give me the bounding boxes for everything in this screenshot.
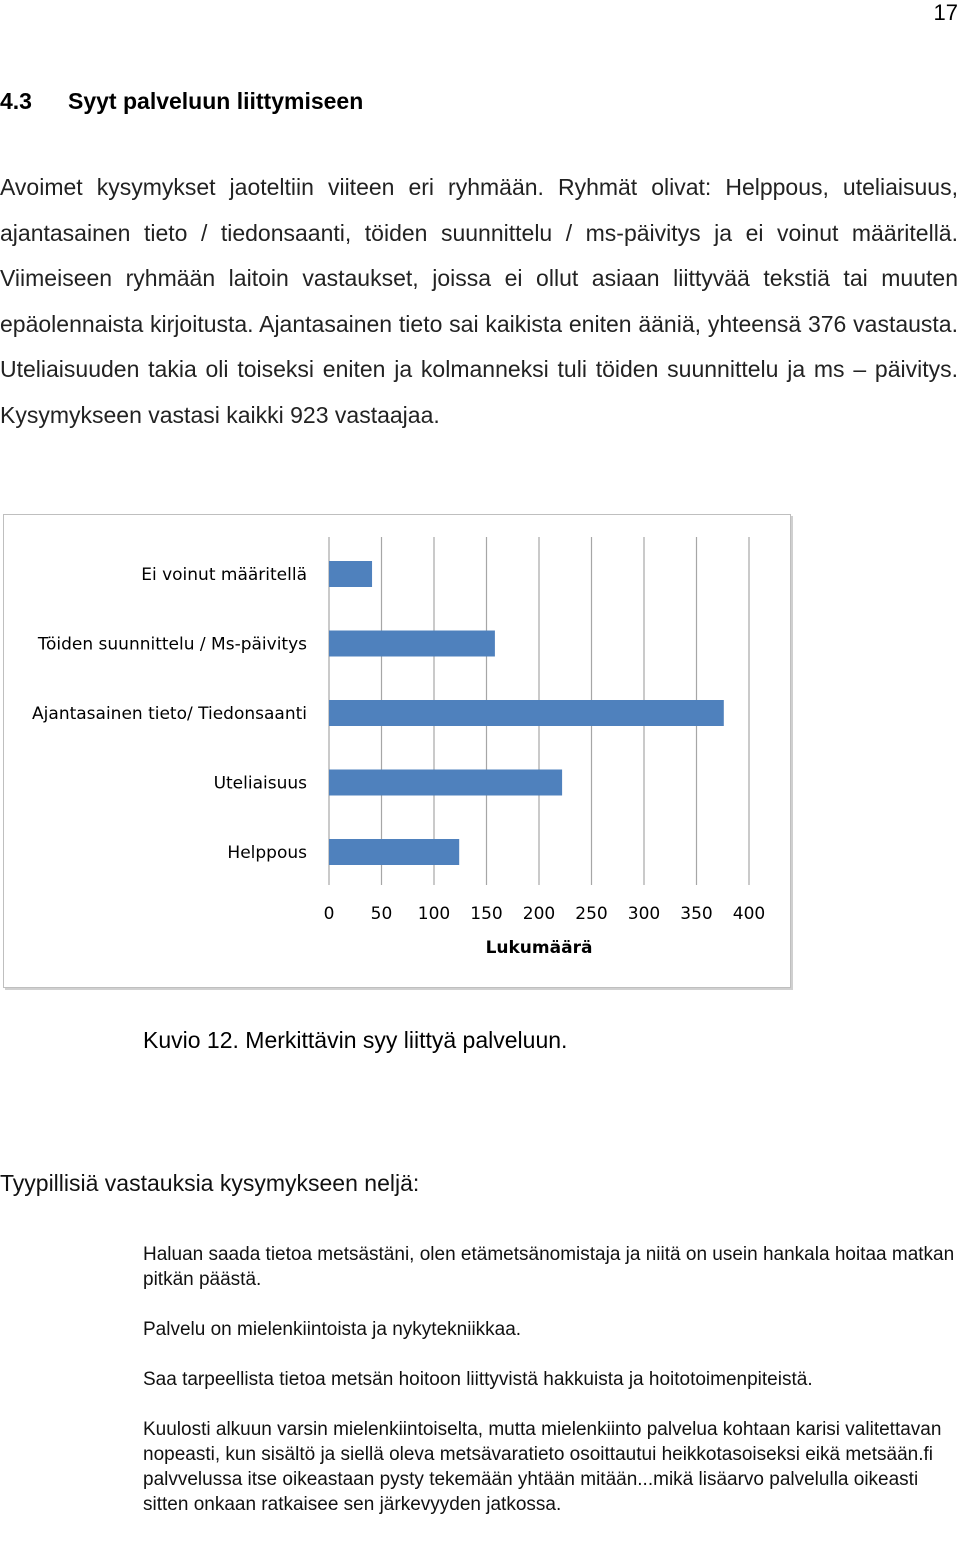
bar-chart — [3, 514, 791, 988]
section-number: 4.3 — [0, 88, 32, 114]
bar — [329, 839, 459, 865]
bar — [329, 561, 372, 587]
body-paragraph: Avoimet kysymykset jaoteltiin viiteen eri ryhmään. Ryhmät olivat: Helppous, uteliaisuus, ajantasainen tieto / tiedonsaanti, töiden suunnittelu / ms-päivitys ja ei voinut määritellä. Viimeiseen ryhmään laitoin vastaukset, joissa ei ollut asiaan liittyvää tekstiä tai muuten epäolennaista kirjoitusta. Ajantasainen tieto sai kaikista eniten ääniä, yhteensä 376 vastausta. Uteliaisuuden takia oli toiseksi eniten ja kolmanneksi tuli töiden suunnittelu ja ms – päivitys. Kysymykseen vastasi kaikki 923 vastaajaa. — [0, 174, 958, 428]
category-label: Helppous — [227, 843, 307, 863]
section-heading — [0, 88, 363, 115]
x-tick-label: 150 — [470, 904, 503, 924]
bar-chart-svg — [4, 515, 790, 987]
x-tick-label: 0 — [323, 904, 335, 924]
intro-text: Tyypillisiä vastauksia kysymykseen neljä: — [0, 1170, 420, 1196]
quote-item: Kuulosti alkuun varsin mielenkiintoiselta, mutta mielenkiinto palvelua kohtaan karisi valitettavan nopeasti, kun sisältö ja siellä oleva metsävaratieto osoittautui heikkotasoiseksi eikä metsään.fi palvvelussa itse oikeastaan pysty tekemään yhtään mitään...mikä lisäarvo palvelulla oikeasti sitten onkaan ratkaisee sen järkevyyden jatkossa. — [143, 1419, 942, 1515]
bar — [329, 700, 724, 726]
category-label: Uteliaisuus — [213, 773, 307, 794]
x-tick-label: 300 — [627, 904, 661, 924]
section-title: Syyt palveluun liittymiseen — [68, 88, 364, 114]
category-label: Ei voinut määritellä — [141, 565, 307, 585]
figure-caption: Kuvio 12. Merkittävin syy liittyä palveluun. — [143, 1027, 568, 1053]
x-axis-label: Lukumäärä — [485, 938, 593, 958]
bar — [329, 631, 495, 657]
category-label: Töiden suunnittelu / Ms-päivitys — [37, 634, 307, 655]
page-number: 17 — [933, 0, 958, 25]
quote-item: Saa tarpeellista tietoa metsän hoitoon liittyvistä hakkuista ja hoitotoimenpiteistä. — [143, 1369, 813, 1390]
x-tick-label: 350 — [680, 904, 713, 924]
x-tick-label: 50 — [370, 904, 393, 924]
x-tick-label: 250 — [575, 904, 608, 924]
quote-item: Haluan saada tietoa metsästäni, olen etämetsänomistaja ja niitä on usein hankala hoitaa matkan pitkän päästä. — [143, 1244, 955, 1290]
x-tick-label: 100 — [417, 904, 451, 924]
category-label: Ajantasainen tieto/ Tiedonsaanti — [32, 704, 307, 724]
quote-list — [143, 1242, 958, 1542]
x-tick-label: 200 — [522, 904, 556, 924]
x-tick-label: 400 — [732, 904, 766, 924]
bar — [329, 770, 562, 796]
quote-item: Palvelu on mielenkiintoista ja nykytekniikkaa. — [143, 1319, 522, 1340]
